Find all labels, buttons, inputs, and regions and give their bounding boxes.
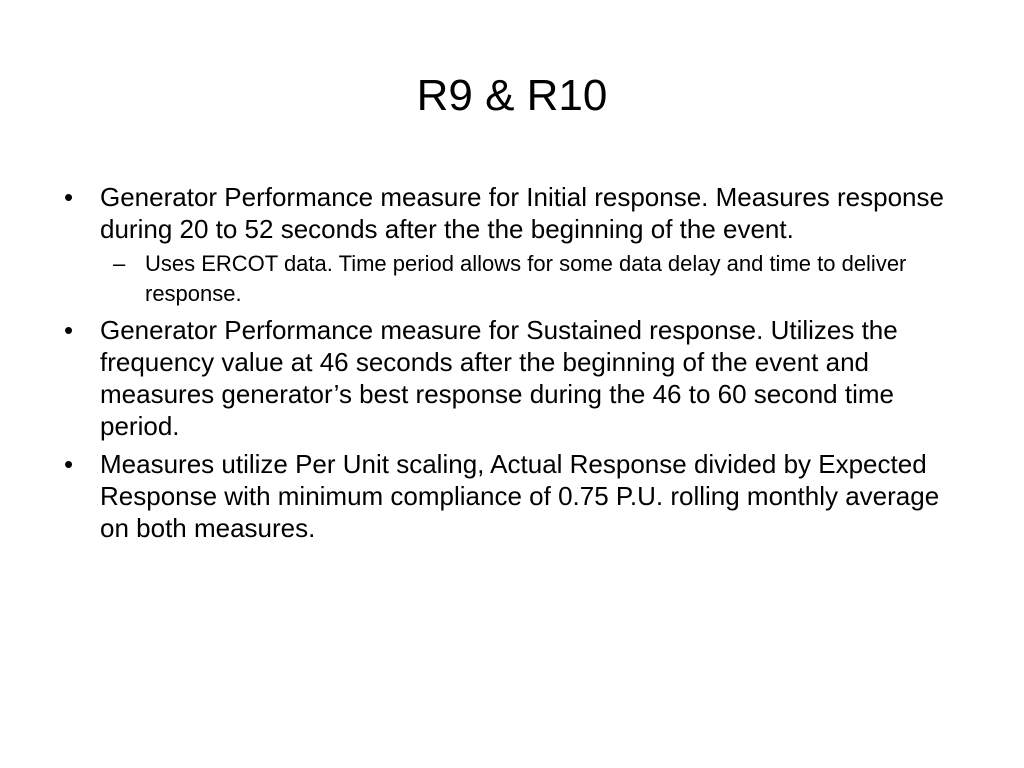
bullet-per-unit-scaling <box>64 448 949 544</box>
bullet-sustained-response <box>64 314 949 442</box>
bullet-marker: • <box>64 449 74 479</box>
bullet-marker: • <box>64 315 74 345</box>
sub-bullet-ercot-data <box>113 249 949 309</box>
bullet-text: Measures utilize Per Unit scaling, Actual Response divided by Expected Response with minimum compliance of 0.75 P.U. rolling monthly average on both measures. <box>100 449 940 543</box>
slide-content <box>64 181 949 544</box>
bullet-marker: • <box>64 182 74 212</box>
bullet-text: Generator Performance measure for Sustained response. Utilizes the frequency value at 46 seconds after the beginning of the event and measures generator’s best response during the 46 to 60 second time period. <box>100 315 898 441</box>
sub-bullet-marker: – <box>113 251 126 276</box>
slide-title: R9 & R10 <box>416 71 608 120</box>
bullet-initial-response <box>64 181 949 245</box>
bullet-text: Generator Performance measure for Initial response. Measures response during 20 to 52 seconds after the the beginning of the event. <box>100 182 944 244</box>
sub-bullet-text: Uses ERCOT data. Time period allows for some data delay and time to deliver response. <box>145 251 907 306</box>
